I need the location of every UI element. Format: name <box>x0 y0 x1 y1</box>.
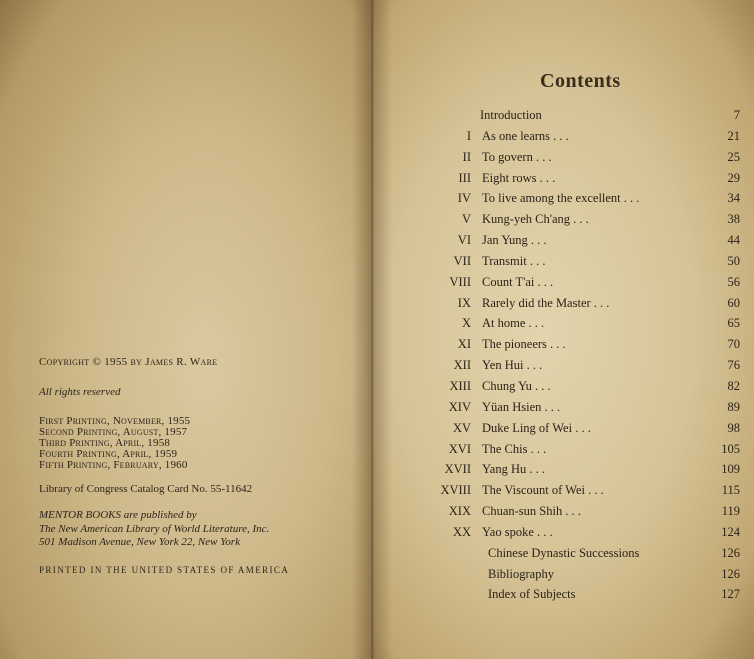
chapter-title: Chinese Dynastic Successions <box>488 545 640 560</box>
chapter-number: XIX <box>448 504 471 519</box>
copyright-block <box>39 356 359 576</box>
toc-entry <box>372 419 754 440</box>
chapter-title: Introduction <box>480 108 542 122</box>
printing-line: Third Printing, April, 1958 <box>39 437 171 449</box>
page-number: 119 <box>721 504 740 519</box>
toc-entry <box>372 231 754 252</box>
copyright-page <box>0 0 372 659</box>
catalog-card: Library of Congress Catalog Card No. 55-11642 <box>39 483 253 495</box>
toc-entry <box>372 356 754 377</box>
chapter-number: XVII <box>444 462 471 477</box>
chapter-title: Chuan-sun Shih . . . <box>482 504 581 519</box>
chapter-number: III <box>458 170 471 185</box>
chapter-number: XX <box>452 524 471 539</box>
toc-entry <box>372 585 754 606</box>
chapter-number: I <box>466 128 471 143</box>
toc-entry <box>372 523 754 544</box>
contents-page <box>372 0 754 659</box>
chapter-number: XII <box>453 358 471 373</box>
chapter-title: At home . . . <box>482 316 545 331</box>
chapter-title: The Chis . . . <box>482 441 547 456</box>
page-number: 25 <box>727 149 740 164</box>
page-number: 38 <box>727 212 740 227</box>
toc-entry <box>372 294 754 315</box>
toc-entry <box>372 481 754 502</box>
toc-entry <box>372 273 754 294</box>
page-number: 82 <box>727 378 740 393</box>
page-number: 21 <box>727 128 740 143</box>
toc-entry <box>372 252 754 273</box>
toc-entry <box>372 210 754 231</box>
printing-history <box>39 416 359 471</box>
chapter-number: V <box>461 212 471 227</box>
chapter-title: Kung-yeh Ch'ang . . . <box>482 212 589 227</box>
page-number: 89 <box>727 399 740 414</box>
chapter-title: Yüan Hsien . . . <box>482 399 561 414</box>
publisher-line: The New American Library of World Literature, Inc. <box>39 522 270 535</box>
chapter-title: Bibliography <box>488 566 554 581</box>
chapter-number: VII <box>453 253 471 268</box>
chapter-number: VIII <box>449 274 471 289</box>
chapter-number: IV <box>457 191 471 206</box>
chapter-title: Yao spoke . . . <box>482 524 553 539</box>
table-of-contents <box>372 106 754 606</box>
publisher-line: 501 Madison Avenue, New York 22, New York <box>39 536 240 548</box>
rights-reserved: All rights reserved <box>39 386 121 398</box>
chapter-number: XVI <box>448 441 471 456</box>
chapter-title: The Viscount of Wei . . . <box>482 483 604 498</box>
chapter-number: XV <box>452 420 471 435</box>
toc-entry <box>372 148 754 169</box>
chapter-title: Chung Yu . . . <box>482 378 551 393</box>
chapter-title: The pioneers . . . <box>482 337 566 352</box>
chapter-title: As one learns . . . <box>482 128 569 143</box>
chapter-number: XI <box>457 337 471 352</box>
chapter-title: Yang Hu . . . <box>482 462 545 477</box>
chapter-title: Yen Hui . . . <box>482 358 543 373</box>
page-number: 56 <box>727 274 740 289</box>
chapter-title: Duke Ling of Wei . . . <box>482 420 591 435</box>
chapter-title: Count T'ai . . . <box>482 274 554 289</box>
chapter-title: Index of Subjects <box>488 587 576 602</box>
chapter-number: XIII <box>449 378 471 393</box>
toc-entry <box>372 314 754 335</box>
page-number: 60 <box>727 295 740 310</box>
page-number: 98 <box>727 420 740 435</box>
chapter-number: XIV <box>448 399 471 414</box>
printing-line: Fifth Printing, February, 1960 <box>39 459 188 471</box>
page-number: 44 <box>727 233 740 248</box>
toc-entry <box>372 189 754 210</box>
publisher-line: MENTOR BOOKS are published by <box>39 509 197 521</box>
chapter-title: To live among the excellent . . . <box>482 191 640 206</box>
contents-title: Contents <box>540 70 621 92</box>
page-number: 76 <box>727 358 740 373</box>
toc-entry <box>372 565 754 586</box>
chapter-number: X <box>461 316 471 331</box>
printing-line: Second Printing, August, 1957 <box>39 426 188 438</box>
chapter-number: XVIII <box>440 483 471 498</box>
page-number: 34 <box>727 191 740 206</box>
chapter-title: To govern . . . <box>482 149 552 164</box>
toc-entry <box>372 377 754 398</box>
toc-entry <box>372 127 754 148</box>
chapter-number: II <box>462 149 471 164</box>
toc-entry <box>372 502 754 523</box>
printing-line: First Printing, November, 1955 <box>39 415 191 427</box>
publisher-info <box>39 509 359 550</box>
toc-entry <box>372 398 754 419</box>
page-number: 70 <box>727 337 740 352</box>
printed-in-notice: PRINTED IN THE UNITED STATES OF AMERICA <box>39 564 290 575</box>
page-number: 65 <box>727 316 740 331</box>
toc-entry <box>372 335 754 356</box>
toc-entry <box>372 544 754 565</box>
page-number: 50 <box>727 253 740 268</box>
page-number: 126 <box>721 545 740 560</box>
page-number: 109 <box>721 462 740 477</box>
chapter-title: Jan Yung . . . <box>482 233 547 248</box>
page-number: 127 <box>721 587 740 602</box>
page-number: 29 <box>727 170 740 185</box>
page-number: 105 <box>721 441 740 456</box>
toc-entry <box>372 440 754 461</box>
printing-line: Fourth Printing, April, 1959 <box>39 448 178 460</box>
page-number: 115 <box>721 483 740 498</box>
chapter-title: Rarely did the Master . . . <box>482 295 610 310</box>
toc-entry <box>372 106 754 127</box>
page-number: 7 <box>733 108 740 122</box>
toc-entry <box>372 460 754 481</box>
copyright-notice: Copyright © 1955 by James R. Ware <box>39 356 218 368</box>
chapter-title: Eight rows . . . <box>482 170 556 185</box>
chapter-number: IX <box>457 295 471 310</box>
toc-entry <box>372 169 754 190</box>
page-number: 124 <box>721 524 740 539</box>
chapter-title: Transmit . . . <box>482 253 546 268</box>
page-number: 126 <box>721 566 740 581</box>
chapter-number: VI <box>457 233 471 248</box>
